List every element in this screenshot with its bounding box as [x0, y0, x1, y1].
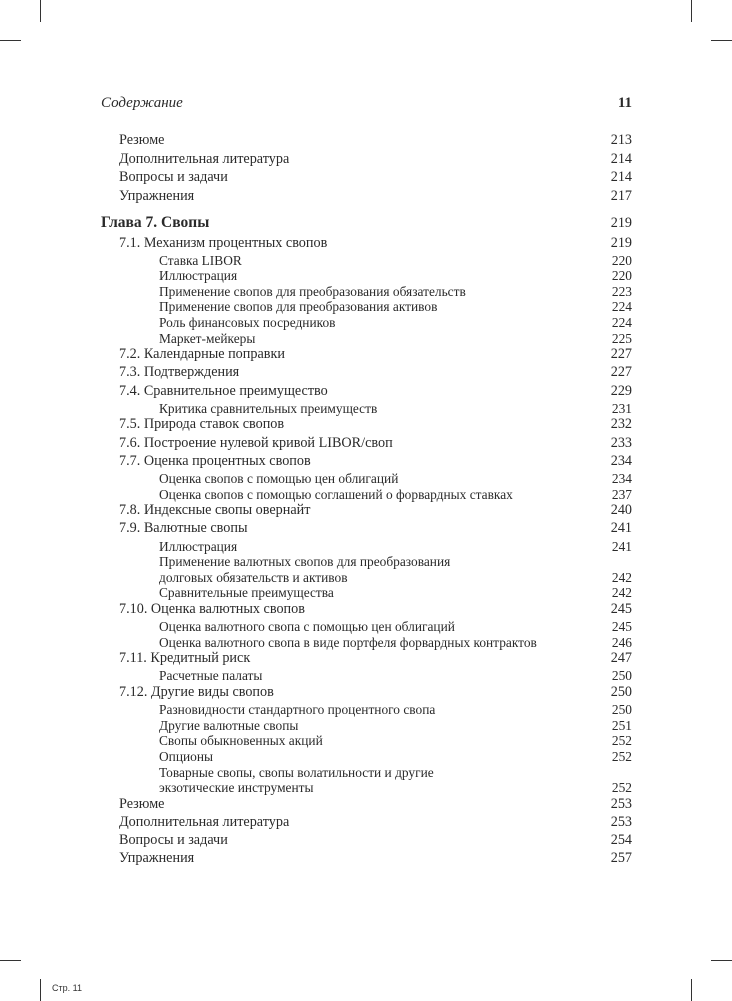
crop-mark-top-right-horizontal [711, 40, 732, 41]
toc-entry[interactable] [101, 151, 632, 168]
toc-entry-page: 225 [611, 330, 632, 346]
toc-entry-page: 227 [610, 364, 632, 381]
toc-entry-title: Упражнения [119, 850, 195, 867]
crop-mark-top-left-horizontal [0, 40, 21, 41]
toc-subsection-entry[interactable] [101, 299, 632, 315]
toc-entry-title: Разновидности стандартного процентного свопа [159, 702, 436, 718]
toc-section-entry[interactable] [101, 235, 632, 253]
toc-entry-title: 7.11. Кредитный риск [119, 650, 251, 667]
toc-section-entry[interactable] [101, 416, 632, 434]
toc-entry-page: 219 [610, 234, 632, 251]
toc-entry[interactable] [101, 132, 632, 149]
toc-section-entry[interactable] [101, 383, 632, 401]
toc-entry-page: 254 [610, 832, 632, 849]
toc-section-entry[interactable] [101, 520, 632, 538]
toc-entry-page: 223 [611, 283, 632, 299]
toc-entry[interactable] [101, 169, 632, 186]
toc-entry-title: 7.8. Индексные свопы овернайт [119, 502, 311, 519]
toc-entry-page: 245 [611, 619, 632, 635]
toc-subsection-entry[interactable] [101, 780, 632, 796]
toc-entry-title: экзотические инструменты [159, 780, 314, 796]
toc-entry-title: Вопросы и задачи [119, 169, 228, 185]
toc-entry-title: Маркет-мейкеры [159, 330, 256, 346]
toc-entry-title: Иллюстрация [159, 538, 238, 554]
toc-entry-page: 257 [610, 850, 632, 867]
toc-entry-title: 7.4. Сравнительное преимущество [119, 382, 328, 399]
toc-entry-page: 253 [610, 795, 632, 812]
toc-entry[interactable] [101, 188, 632, 205]
chapter-page: 219 [610, 214, 632, 231]
toc-subsection-entry[interactable] [101, 471, 632, 487]
toc-section-entry[interactable] [101, 684, 632, 702]
toc-entry-page: 242 [611, 569, 632, 585]
toc-subsection-entry[interactable] [101, 668, 632, 684]
toc-entry-title: Роль финансовых посредников [159, 315, 336, 331]
toc-subsection-entry[interactable] [101, 718, 632, 734]
toc-entry-title: 7.3. Подтверждения [119, 364, 240, 381]
toc-section-entry[interactable] [101, 435, 632, 453]
toc-entry-page: 250 [610, 684, 632, 701]
toc-entry-page: 242 [611, 585, 632, 601]
toc-entry-page: 253 [610, 814, 632, 830]
toc-entry-page: 214 [610, 169, 632, 185]
toc-subsection-entry[interactable] [101, 749, 632, 765]
toc-subsection-entry[interactable] [101, 585, 632, 601]
toc-entry-page: 250 [611, 668, 632, 684]
toc-entry-title: Сравнительные преимущества [159, 585, 334, 601]
toc-subsection-entry[interactable] [101, 253, 632, 269]
toc-entry-page: 240 [610, 502, 632, 519]
toc-subsection-entry[interactable] [101, 315, 632, 331]
running-head [101, 95, 632, 115]
page-footer-label: Стр. 11 [52, 983, 82, 993]
crop-mark-bottom-left-horizontal [0, 960, 21, 961]
toc-entry-title: Упражнения [119, 187, 195, 204]
toc-entry-page: 220 [611, 268, 632, 284]
toc-entry-title: Иллюстрация [159, 268, 238, 284]
toc-entry-title: Применение свопов для преобразования активов [159, 299, 438, 315]
toc-section-entry[interactable] [101, 832, 632, 850]
toc-chapter-heading[interactable] [101, 211, 632, 235]
toc-entry-title: Оценка свопов с помощью соглашений о форвардных ставках [159, 486, 513, 502]
toc-entry-title: Вопросы и задачи [119, 832, 228, 849]
toc-entry-page: 231 [611, 400, 632, 416]
toc-entry-title: Расчетные палаты [159, 668, 263, 684]
toc-subsection-entry[interactable] [101, 268, 632, 284]
toc-entry-title: 7.1. Механизм процентных свопов [119, 234, 328, 251]
toc-entry-title: 7.12. Другие виды свопов [119, 684, 274, 701]
toc-entry-title: Свопы обыкновенных акций [159, 733, 323, 749]
toc-subsection-entry[interactable] [101, 539, 632, 555]
toc-entry-page: 246 [611, 634, 632, 650]
toc-entry-page: 232 [610, 416, 632, 433]
toc-entry-title: 7.6. Построение нулевой кривой LIBOR/своп [119, 434, 393, 451]
running-page-number: 11 [617, 95, 632, 111]
toc-entry-page: 227 [610, 346, 632, 363]
chapter-title: Глава 7. Свопы [101, 213, 210, 231]
toc-entry-page: 234 [610, 452, 632, 469]
toc-section-entry[interactable] [101, 364, 632, 382]
toc-entry-title: Резюме [119, 132, 165, 148]
table-of-contents [101, 132, 632, 869]
toc-entry-title: Дополнительная литература [119, 150, 290, 167]
toc-entry-title: 7.5. Природа ставок свопов [119, 416, 285, 433]
running-title: Содержание [101, 95, 183, 111]
toc-entry-title: Дополнительная литература [119, 814, 290, 830]
toc-entry-title: Оценка валютного свопа с помощью цен облигаций [159, 619, 455, 635]
toc-subsection-entry[interactable] [101, 765, 632, 781]
toc-entry-title: Применение свопов для преобразования обязательств [159, 283, 466, 299]
toc-entry-title: Другие валютные свопы [159, 717, 299, 733]
crop-mark-bottom-right-vertical [691, 979, 692, 1001]
toc-entry-title: 7.7. Оценка процентных свопов [119, 452, 311, 469]
toc-subsection-entry[interactable] [101, 570, 632, 586]
toc-section-entry[interactable] [101, 796, 632, 814]
toc-subsection-entry[interactable] [101, 401, 632, 417]
toc-entry-page: 233 [610, 434, 632, 451]
toc-subsection-entry[interactable] [101, 487, 632, 503]
toc-entry-page: 234 [611, 470, 632, 486]
toc-entry-page: 224 [611, 299, 632, 315]
toc-section-entry[interactable] [101, 850, 632, 868]
toc-entry-page: 220 [611, 252, 632, 268]
crop-mark-top-right-vertical [691, 0, 692, 22]
toc-entry-page: 252 [611, 749, 632, 765]
toc-entry-page: 251 [611, 717, 632, 733]
toc-entry-title: Опционы [159, 749, 214, 765]
toc-entry-page: 245 [610, 600, 632, 617]
toc-subsection-entry[interactable] [101, 733, 632, 749]
toc-section-entry[interactable] [101, 346, 632, 364]
toc-entry-title: Товарные свопы, свопы волатильности и другие [159, 764, 434, 780]
toc-entry-title: Критика сравнительных преимуществ [159, 400, 378, 416]
crop-mark-top-left-vertical [40, 0, 41, 22]
toc-entry-page: 250 [611, 702, 632, 718]
toc-entry-page: 252 [611, 733, 632, 749]
toc-entry-title: долговых обязательств и активов [159, 569, 348, 585]
toc-entry-title: 7.10. Оценка валютных свопов [119, 600, 305, 617]
toc-subsection-entry[interactable] [101, 554, 632, 570]
toc-entry-page: 247 [610, 650, 632, 667]
toc-entry-page: 214 [610, 150, 632, 167]
toc-section-entry[interactable] [101, 453, 632, 471]
toc-section-entry[interactable] [101, 650, 632, 668]
toc-entry-page: 229 [610, 382, 632, 399]
toc-subsection-entry[interactable] [101, 284, 632, 300]
toc-entries [101, 235, 632, 869]
toc-subsection-entry[interactable] [101, 619, 632, 635]
toc-section-entry[interactable] [101, 601, 632, 619]
toc-subsection-entry[interactable] [101, 702, 632, 718]
toc-entry-title: Применение валютных свопов для преобразования [159, 554, 451, 570]
toc-entry-title: Оценка валютного свопа в виде портфеля форвардных контрактов [159, 634, 537, 650]
toc-entry-page: 237 [611, 486, 632, 502]
toc-entry-title: 7.2. Календарные поправки [119, 346, 285, 363]
crop-mark-bottom-right-horizontal [711, 960, 732, 961]
toc-entry-page: 217 [610, 187, 632, 204]
toc-entry-page: 224 [611, 315, 632, 331]
toc-entry-page: 252 [611, 780, 632, 796]
toc-section-entry[interactable] [101, 814, 632, 832]
toc-entry-page: 241 [610, 520, 632, 537]
toc-subsection-entry[interactable] [101, 331, 632, 347]
toc-entry-title: Оценка свопов с помощью цен облигаций [159, 470, 399, 486]
toc-subsection-entry[interactable] [101, 635, 632, 651]
toc-section-entry[interactable] [101, 502, 632, 520]
crop-mark-bottom-left-vertical [40, 979, 41, 1001]
toc-entry-title: 7.9. Валютные свопы [119, 520, 248, 537]
toc-entry-page: 213 [610, 132, 632, 148]
toc-entry-title: Ставка LIBOR [159, 252, 242, 268]
toc-entry-page: 241 [611, 538, 632, 554]
toc-entry-title: Резюме [119, 795, 165, 812]
